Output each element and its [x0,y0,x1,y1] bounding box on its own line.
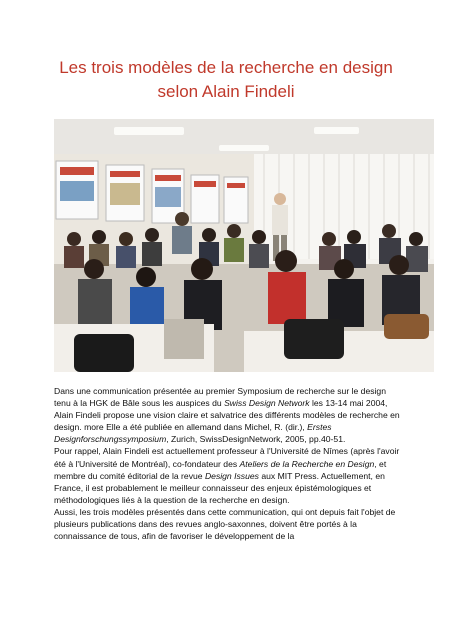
p2-text-c: aux MIT Press. Actuellement, en France, il est probablement le meilleur connaisseur des enjeux épistémologiques et méthodologiques liés à la question de la recherche en design. [54,470,385,505]
paragraph-1 [54,385,404,445]
p2-emphasis: Ateliers de la Recherche en Design [239,458,375,469]
p1-text-b: les 13-14 mai 2004, Alain Findeli propose une vision claire et salvatrice des différents modèles de recherche en design. more Elle a été publiée en allemand dans Michel, R. (dir.), [54,398,400,433]
article-body [54,385,404,542]
p1-text-a: Dans une communication présentée au premier Symposium de recherche sur le design tenu à la HGK de Bâle sous les auspices du [54,386,386,409]
p2-text-a: Pour rappel, Alain Findeli est actuellement professeur à l'Université de Nîmes (après l'avoir été à l'Université de Montréal), co-fondateur des [54,446,400,469]
p1-text-c: , Zurich, SwissDesignNetwork, 2005, pp.40-51. [166,434,346,445]
paragraph-2 [54,445,404,505]
paragraph-3: Aussi, les trois modèles présentés dans cette communication, qui ont depuis fait l'objet de plusieurs publications dans des revues anglo-saxonnes, doivent être portés à la connaissance de tous, afin de favoriser le développement de la [54,506,396,542]
page-title [0,56,452,104]
seminar-photo [54,119,434,372]
title-line-2: selon Alain Findeli [157,82,295,101]
p2-text-b: , et membre du comité éditorial de la revue [54,458,387,481]
p1-emphasis-2: Erstes Designforschungssymposium [54,422,332,445]
title-line-1: Les trois modèles de la recherche en design [59,58,393,77]
p2-emphasis-2: Design Issues [204,470,259,481]
p1-emphasis: Swiss Design Network [224,398,310,409]
